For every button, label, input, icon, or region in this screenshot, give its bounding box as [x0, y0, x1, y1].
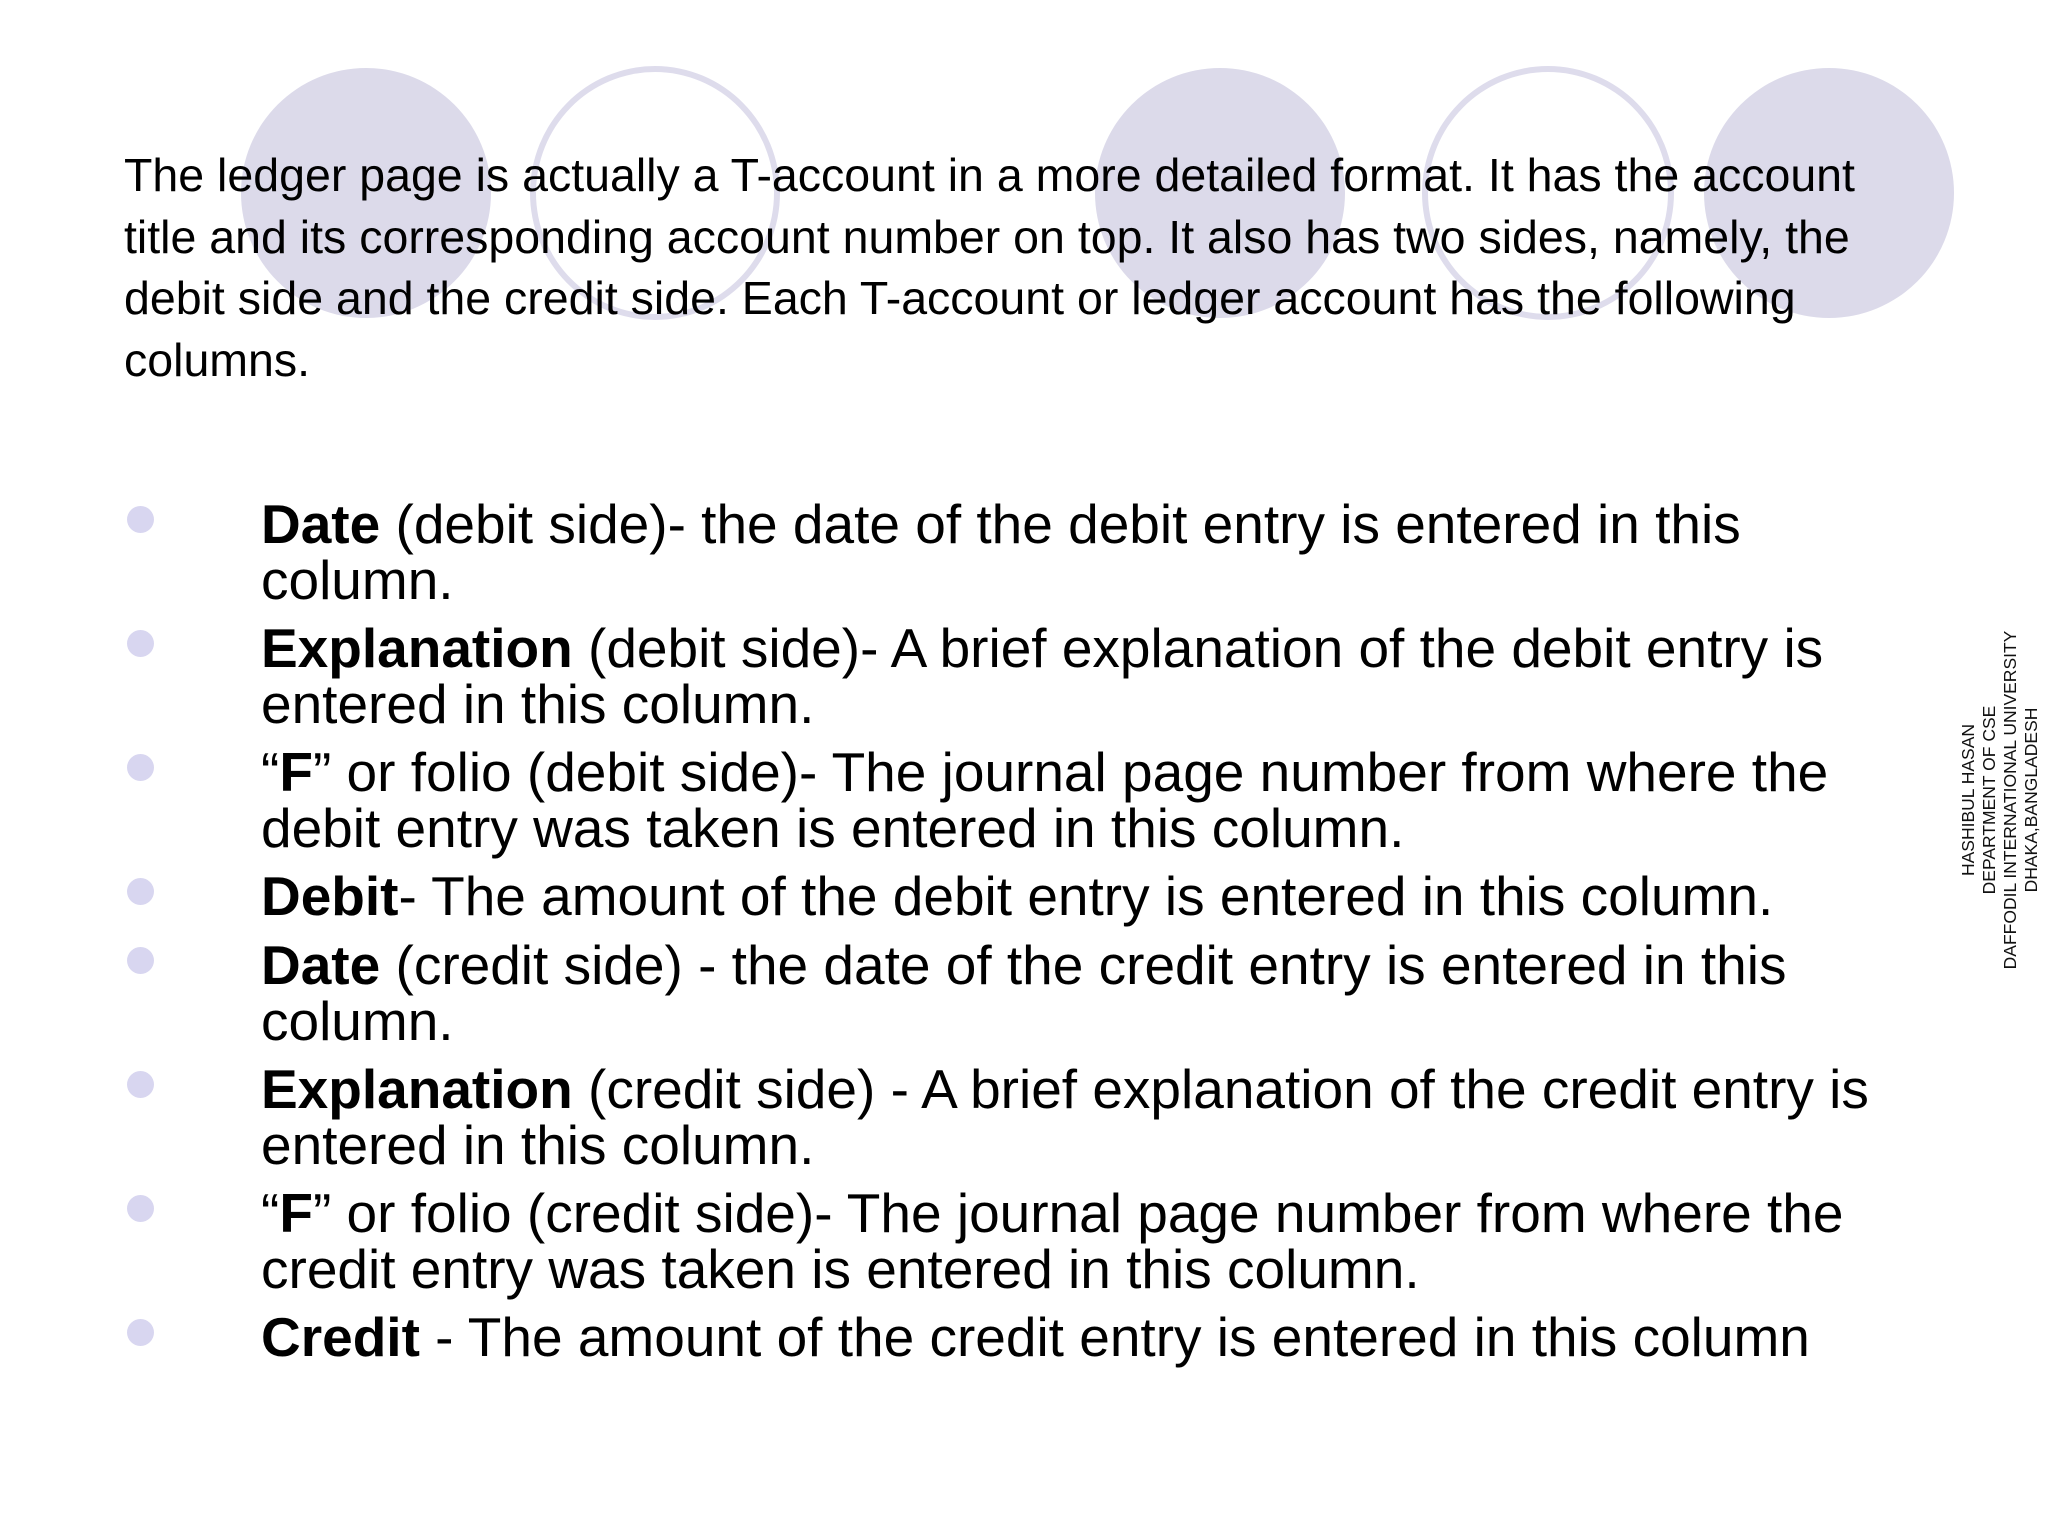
bullet-text: Explanation (credit side) - A brief explanation of the credit entry is entered in this column. — [261, 1058, 1869, 1176]
author-credit — [1958, 600, 2042, 1000]
term: F — [279, 741, 313, 803]
bullet-text: Date (debit side)- the date of the debit entry is entered in this column. — [261, 493, 1741, 611]
author-location: DHAKA,BANGLADESH — [2021, 707, 2041, 893]
bullet-text: Credit - The amount of the credit entry is entered in this column — [261, 1306, 1810, 1368]
intro-paragraph: The ledger page is actually a T-account in a more detailed format. It has the account title and its corresponding account number on top. It also has two sides, namely, the debit side and the credit side. Each T-account or ledger account has the following columns. — [124, 149, 1855, 386]
bullet-text: “F” or folio (debit side)- The journal page number from where the debit entry was taken is entered in this column. — [261, 741, 1829, 859]
term: Date — [261, 934, 381, 996]
bullet-dot — [127, 947, 154, 974]
term: Date — [261, 493, 381, 555]
bullet-dot — [127, 754, 154, 781]
author-university: DAFFODIL INTERNATIONAL UNIVERSITY — [2000, 630, 2020, 970]
bullet-text: “F” or folio (credit side)- The journal page number from where the credit entry was taken is entered in this column. — [261, 1182, 1844, 1300]
term: F — [279, 1182, 313, 1244]
bullet-dot — [127, 1319, 154, 1346]
term: Credit — [261, 1306, 420, 1368]
term: Explanation — [261, 617, 573, 679]
term: Debit — [261, 865, 399, 927]
author-department: DEPARTMENT OF CSE — [1979, 705, 1999, 895]
bullet-text: Explanation (debit side)- A brief explanation of the debit entry is entered in this column. — [261, 617, 1824, 735]
bullet-dot — [127, 630, 154, 657]
author-name: HASHIBUL HASAN — [1958, 723, 1978, 877]
bullet-dot — [127, 506, 154, 533]
bullet-text: Date (credit side) - the date of the credit entry is entered in this column. — [261, 934, 1787, 1052]
bullet-text: Debit- The amount of the debit entry is entered in this column. — [261, 865, 1774, 927]
term: Explanation — [261, 1058, 573, 1120]
bullet-dot — [127, 1071, 154, 1098]
bullet-dot — [127, 1195, 154, 1222]
bullet-dot — [127, 878, 154, 905]
